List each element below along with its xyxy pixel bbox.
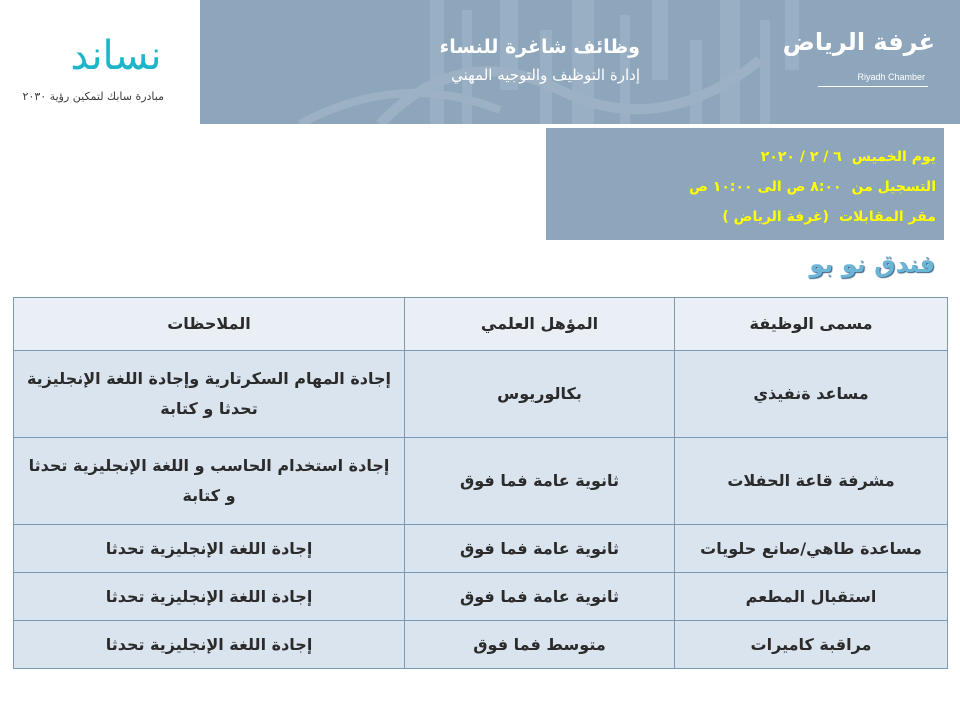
table-header-row <box>14 298 948 351</box>
venue-name: (غرفة الرياض ) <box>722 209 829 225</box>
table-row <box>14 351 948 438</box>
riyadh-chamber-logo-en: Riyadh Chamber <box>857 72 925 82</box>
page-title: وظائف شاغرة للنساء <box>439 36 640 58</box>
riyadh-chamber-logo: غرفة الرياض <box>782 28 935 56</box>
qualification-cell: ثانوية عامة فما فوق <box>405 525 675 573</box>
table-row <box>14 438 948 525</box>
info-day <box>546 142 936 172</box>
notes-cell: إجادة اللغة الإنجليزية تحدثا <box>14 621 405 669</box>
header-job-title: مسمى الوظيفة <box>675 298 948 351</box>
info-registration <box>546 172 936 202</box>
nasand-logo: نساند <box>70 33 162 79</box>
day-date: ٦ / ٢ / ٢٠٢٠ <box>760 149 842 165</box>
hotel-name: فندق نو بو <box>809 250 935 278</box>
notes-cell: إجادة استخدام الحاسب و اللغة الإنجليزية تحدثا و كتابة <box>14 438 405 525</box>
table-row <box>14 525 948 573</box>
notes-cell: إجادة المهام السكرتارية وإجادة اللغة الإنجليزية تحدثا و كتابة <box>14 351 405 438</box>
table-row <box>14 573 948 621</box>
table-row <box>14 621 948 669</box>
nasand-tagline: مبادرة سابك لتمكين رؤية ٢٠٣٠ <box>22 90 164 103</box>
notes-cell: إجادة اللغة الإنجليزية تحدثا <box>14 573 405 621</box>
nasand-logo-area <box>0 0 200 124</box>
registration-label: التسجيل من <box>851 179 936 195</box>
venue-label: مقر المقابلات <box>838 209 936 225</box>
qualification-cell: ثانوية عامة فما فوق <box>405 438 675 525</box>
qualification-cell: بكالوريوس <box>405 351 675 438</box>
info-venue <box>546 202 936 232</box>
header-qualification: المؤهل العلمي <box>405 298 675 351</box>
logo-divider <box>818 86 928 87</box>
job-title-cell: مساعدة طاهي/صانع حلويات <box>675 525 948 573</box>
notes-cell: إجادة اللغة الإنجليزية تحدثا <box>14 525 405 573</box>
qualification-cell: ثانوية عامة فما فوق <box>405 573 675 621</box>
job-title-cell: مشرفة قاعة الحفلات <box>675 438 948 525</box>
header-banner <box>200 0 960 124</box>
interview-info-box <box>546 128 944 240</box>
page-subtitle: إدارة التوظيف والتوجيه المهني <box>451 66 640 84</box>
banner-pattern <box>200 0 960 124</box>
registration-time: ٨:٠٠ ص الى ١٠:٠٠ ص <box>689 179 842 195</box>
job-title-cell: مراقبة كاميرات <box>675 621 948 669</box>
qualification-cell: متوسط فما فوق <box>405 621 675 669</box>
job-title-cell: استقبال المطعم <box>675 573 948 621</box>
job-title-cell: مساعد ةنفيذي <box>675 351 948 438</box>
header-notes: الملاحظات <box>14 298 405 351</box>
day-label: يوم الخميس <box>851 149 936 165</box>
jobs-table <box>13 297 948 669</box>
